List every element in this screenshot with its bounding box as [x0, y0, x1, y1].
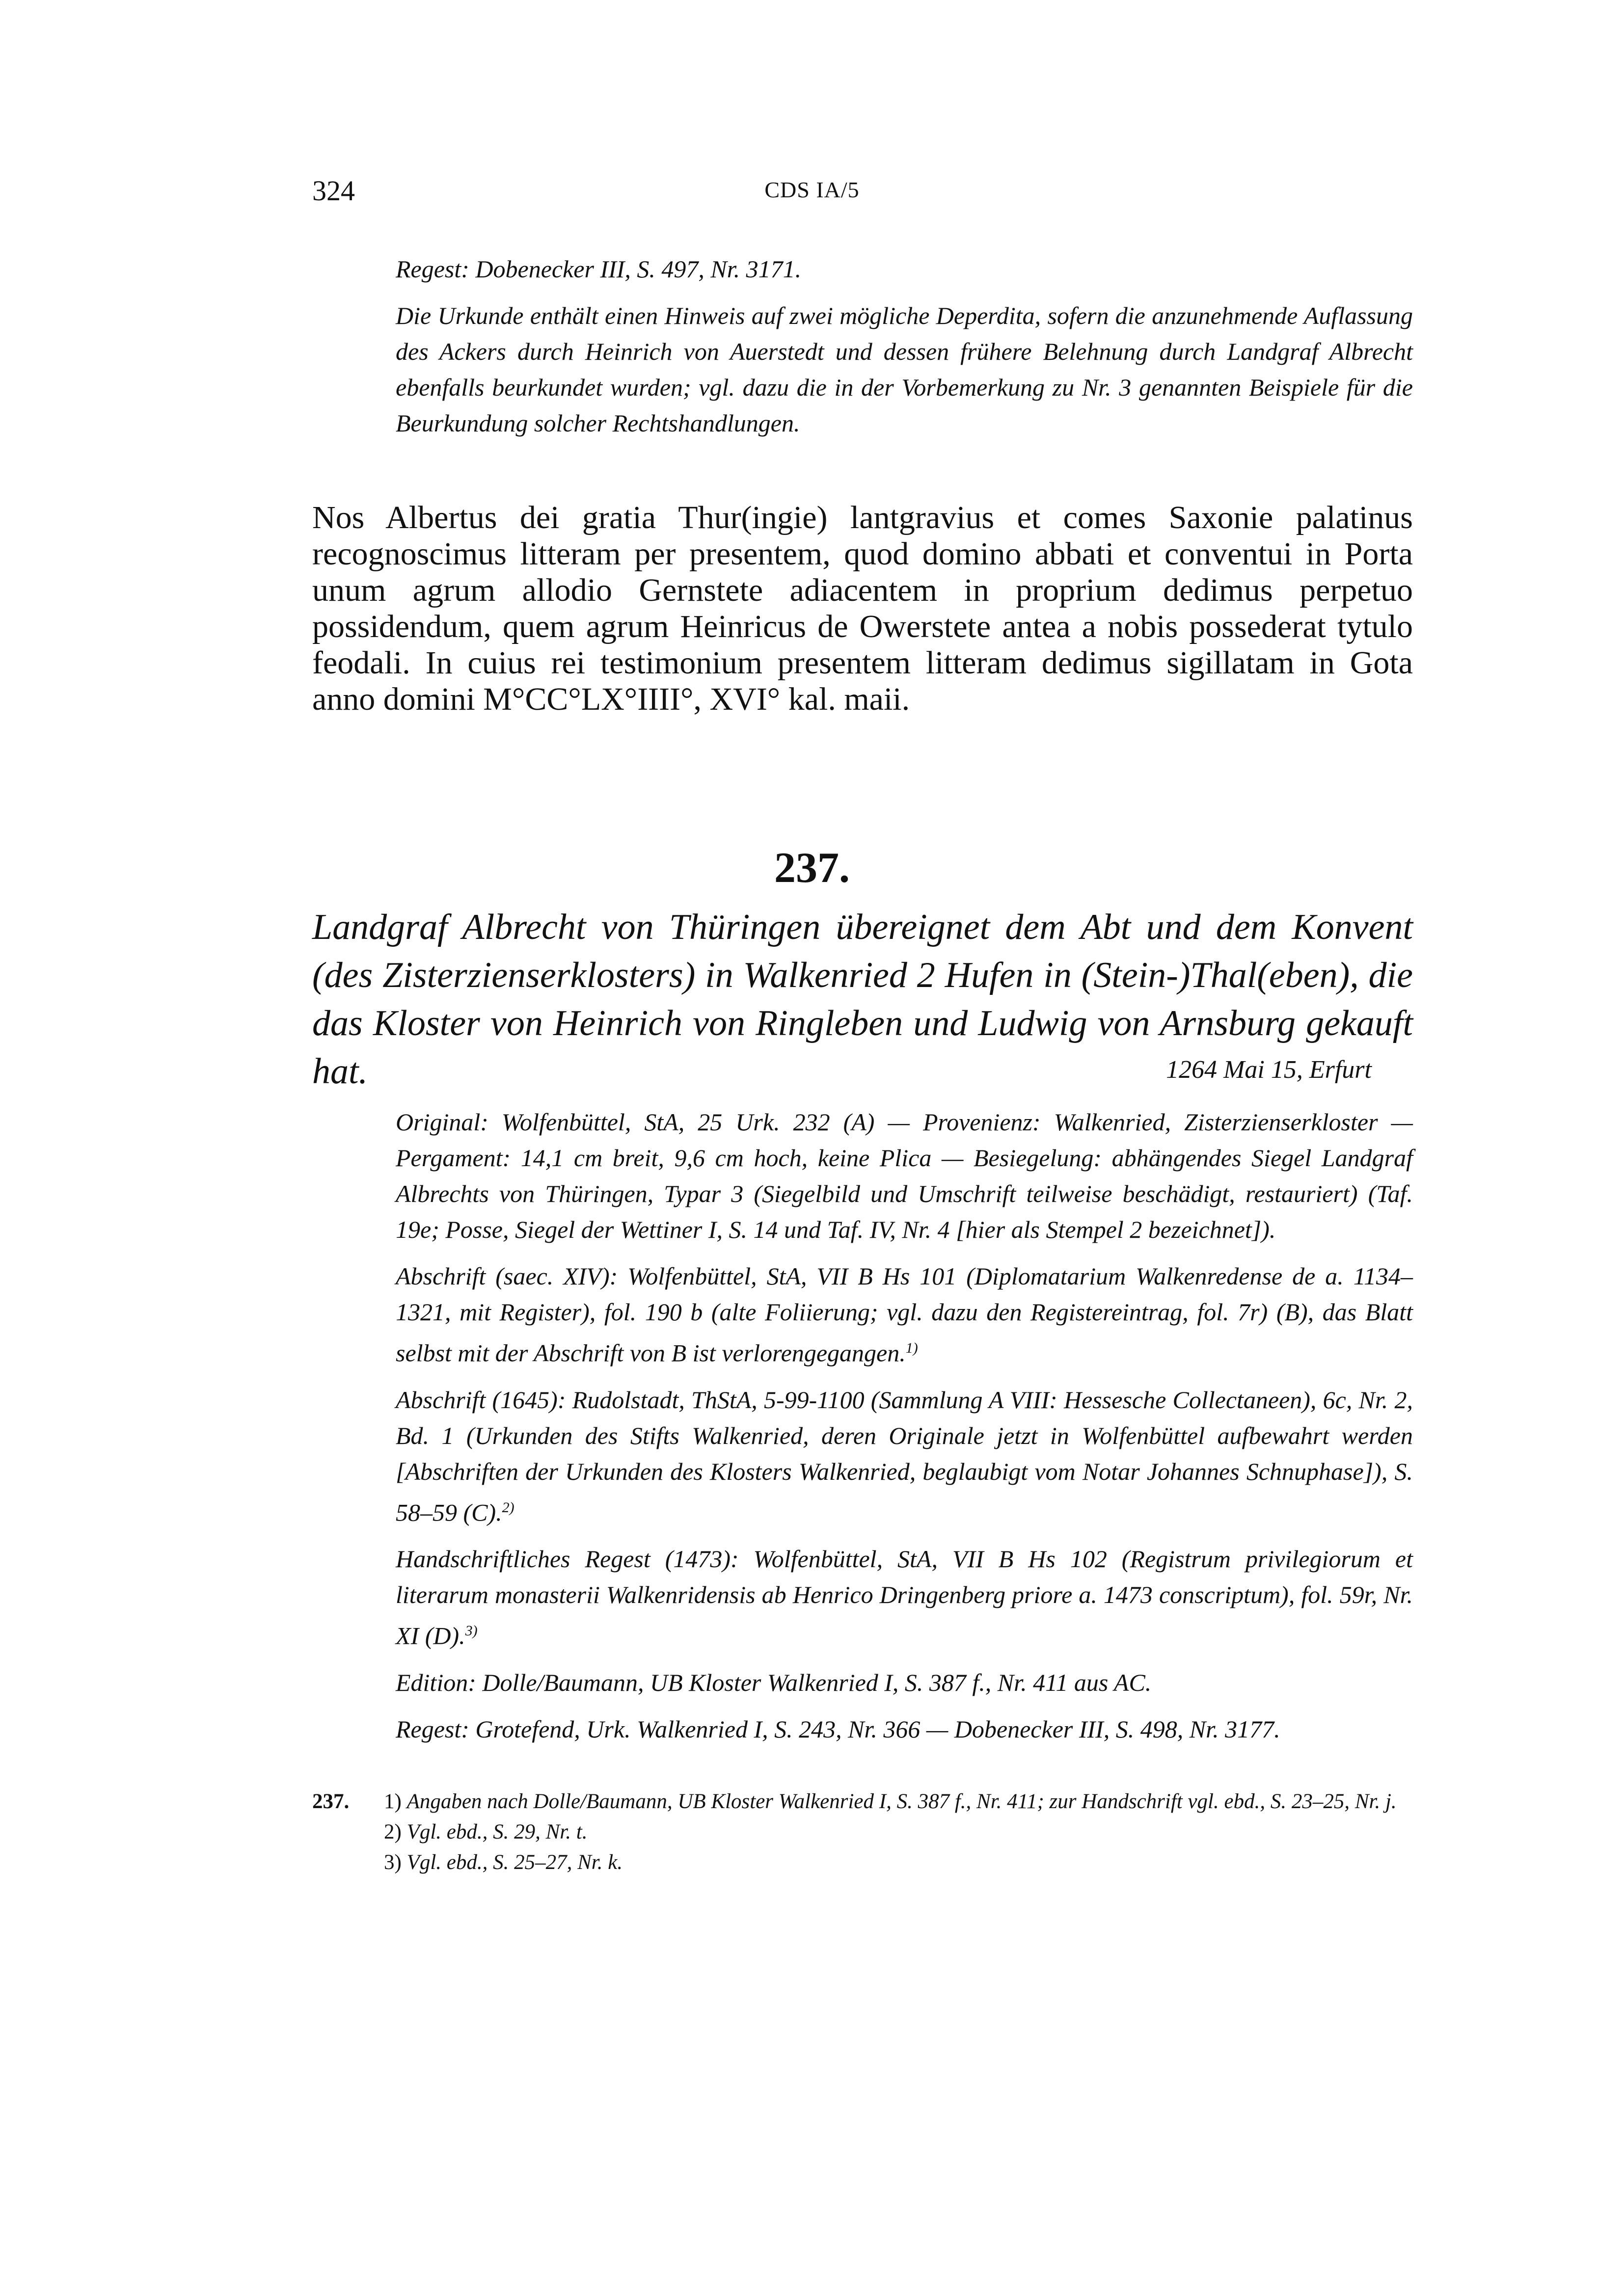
previous-document-notes: [396, 251, 1413, 452]
footnotes: [312, 1787, 1413, 1878]
note-text: Original: Wolfenbüttel, StA, 25 Urk. 232 (A) — Provenienz: Walkenried, Zisterzienserkloster — Pergament: 14,1 cm breit, 9,6 cm hoch, keine Plica — Besiegelung: abhängendes Siegel Landgraf Albrechts von Thüringen, Typar 3 (Siegelbild und Umschrift teilweise beschädigt, restauriert) (Taf. 19e; Posse, Siegel der Wettiner I, S. 14 und Taf. IV, Nr. 4 [hier als Stempel 2 bezeichnet]).: [396, 1108, 1413, 1243]
footnote-document-ref: 237.: [312, 1790, 350, 1813]
note-copy-c: [396, 1382, 1413, 1531]
footnote-marker: 3): [465, 1623, 478, 1639]
note-original: [396, 1104, 1413, 1248]
footnote-marker: 1): [905, 1340, 918, 1356]
note-edition: [396, 1665, 1413, 1701]
document-notes: [396, 1104, 1413, 1758]
note-regest-d: [396, 1541, 1413, 1654]
footnote-label: 3): [384, 1851, 402, 1874]
note-regest: [396, 1711, 1413, 1747]
page-number: 324: [312, 175, 355, 207]
document-date: 1264 Mai 15, Erfurt: [1166, 1056, 1372, 1084]
previous-document-text: Nos Albertus dei gratia Thur(ingie) lantgravius et comes Saxonie palatinus recognoscimus litteram per presentem, quod domino abbati et conventui in Porta unum agrum allodio Gernstete adiacentem in proprium dedimus perpetuo possidendum, quem agrum Heinricus de Owerstete antea a nobis possederat tytulo feodali. In cuius rei testimonium presentem litteram dedimus sigillatam in Gota anno domini M°CC°LX°IIII°, XVI° kal. maii.: [312, 500, 1413, 717]
footnote-text: Vgl. ebd., S. 29, Nr. t.: [406, 1820, 588, 1843]
note-text: Regest: Grotefend, Urk. Walkenried I, S. 243, Nr. 366 — Dobenecker III, S. 498, Nr. 3177.: [396, 1715, 1280, 1743]
footnote-row: [312, 1817, 1413, 1847]
footnote-text: Angaben nach Dolle/Baumann, UB Kloster Walkenried I, S. 387 f., Nr. 411; zur Handschrift vgl. ebd., S. 23–25, Nr. j.: [406, 1790, 1397, 1813]
document-title: Landgraf Albrecht von Thüringen übereignet dem Abt und dem Konvent (des Zisterzienserklosters) in Walkenried 2 Hufen in (Stein-)Thal(eben), die das Kloster von Heinrich von Ringleben und Ludwig von Arnsburg gekauft hat.: [312, 907, 1413, 1092]
document-number: 237.: [774, 844, 850, 892]
previous-regest: Regest: Dobenecker III, S. 497, Nr. 3171.: [396, 255, 802, 283]
note-text: Edition: Dolle/Baumann, UB Kloster Walkenried I, S. 387 f., Nr. 411 aus AC.: [396, 1668, 1152, 1696]
note-copy-b: [396, 1258, 1413, 1371]
footnote-label: 2): [384, 1820, 402, 1843]
footnote-text: Vgl. ebd., S. 25–27, Nr. k.: [406, 1851, 623, 1874]
footnote-label: 1): [384, 1790, 402, 1813]
note-text: Handschriftliches Regest (1473): Wolfenbüttel, StA, VII B Hs 102 (Registrum privilegiorum et literarum monasterii Walkenridensis ab Henrico Dringenberg priore a. 1473 conscriptum), fol. 59r, Nr. XI (D).: [396, 1545, 1413, 1650]
running-head: CDS IA/5: [764, 177, 860, 202]
previous-remark: Die Urkunde enthält einen Hinweis auf zwei mögliche Deperdita, sofern die anzunehmende Auflassung des Ackers durch Heinrich von Auerstedt und dessen frühere Belehnung durch Landgraf Albrecht ebenfalls beurkundet wurden; vgl. dazu die in der Vorbemerkung zu Nr. 3 genannten Beispiele für die Beurkundung solcher Rechtshandlungen.: [396, 302, 1413, 437]
note-text: Abschrift (1645): Rudolstadt, ThStA, 5-99-1100 (Sammlung A VIII: Hessesche Collectaneen), 6c, Nr. 2, Bd. 1 (Urkunden des Stifts Walkenried, deren Originale jetzt in Wolfenbüttel aufbewahrt werden [Abschriften der Urkunden des Klosters Walkenried, beglaubigt vom Notar Johannes Schnuphase]), S. 58–59 (C).: [396, 1386, 1413, 1526]
footnote-marker: 2): [502, 1499, 514, 1516]
footnote-row: [312, 1847, 1413, 1878]
footnote-row: [312, 1787, 1413, 1817]
note-text: Abschrift (saec. XIV): Wolfenbüttel, StA, VII B Hs 101 (Diplomatarium Walkenredense de a. 1134–1321, mit Register), fol. 190 b (alte Foliierung; vgl. dazu den Registereintrag, fol. 7r) (B), das Blatt selbst mit der Abschrift von B ist verlorengegangen.: [396, 1262, 1413, 1367]
